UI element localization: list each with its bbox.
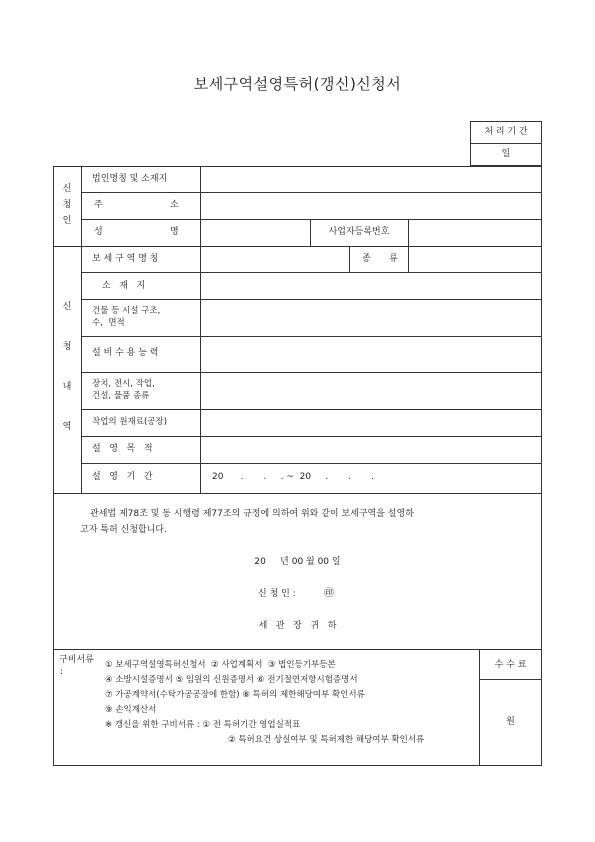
applicant-side-char-1: 신 — [62, 184, 72, 194]
name-label-1: 성 — [94, 227, 103, 237]
details-side-char-1: 신 — [62, 302, 72, 312]
area-name-label: 보 세 구 역 명 칭 — [92, 254, 159, 264]
details-side-char-3: 내 — [62, 382, 72, 392]
processing-period-label: 처 리 기 간 — [484, 127, 528, 137]
equipment-label-line2: 건설, 물품 종류 — [92, 391, 150, 401]
material-label: 작업의 원재료(공장) — [92, 417, 168, 427]
biz-no-label: 사업자등록번호 — [328, 227, 390, 237]
location-label: 소 재 지 — [102, 281, 146, 291]
fee-unit: 원 — [506, 717, 515, 727]
building-label-line1: 건물 등 시설 구조, — [92, 306, 161, 316]
address-label-1: 주 — [94, 200, 103, 210]
type-label-2: 류 — [389, 254, 398, 264]
details-side-char-4: 역 — [62, 422, 72, 432]
period-label: 설 영 기 간 — [92, 472, 153, 482]
capacity-label: 설 비 수 용 능 력 — [92, 348, 159, 358]
statement-line-1: 관세법 제78조 및 동 시행령 제77조의 규정에 의하여 위와 같이 보세구역을 설영하 — [90, 509, 414, 519]
purpose-label: 설 영 목 적 — [92, 444, 153, 454]
documents-colon: : — [60, 667, 64, 677]
processing-period-unit: 일 — [501, 149, 511, 159]
fee-label: 수 수 료 — [494, 660, 527, 670]
statement-line-2: 고자 특허 신청합니다. — [80, 525, 167, 535]
document-line-4: ⑨ 손익계산서 — [105, 705, 157, 715]
applicant-side-char-2: 청 — [62, 200, 72, 210]
details-side-char-2: 청 — [62, 342, 72, 352]
document-line-5: ※ 갱신을 위한 구비서류 : ① 전 특허기간 영업실적표 — [105, 720, 301, 730]
statement-date: 20 년 00 월 00 일 — [254, 557, 341, 567]
building-label-line2: 수, 면적 — [92, 318, 125, 328]
applicant-side-char-3: 인 — [62, 216, 72, 226]
document-line-6: ② 특허요건 상실여부 및 특허제한 해당여부 확인서류 — [228, 735, 425, 745]
document-line-3: ⑦ 가공계약서(수탁가공공장에 한함) ⑧ 특허의 제한해당여부 확인서류 — [105, 690, 365, 700]
period-value: 20 . . . ~ 20 . . . — [212, 472, 375, 482]
documents-label: 구비서류 — [59, 655, 94, 665]
type-label-1: 종 — [362, 254, 371, 264]
document-line-2: ④ 소방시설증명서 ⑤ 임원의 신원증명서 ⑥ 전기절연저항시험증명서 — [105, 675, 358, 685]
document-line-1: ① 보세구역설영특허신청서 ② 사업계획서 ③ 법인등기부등본 — [105, 660, 336, 670]
seal-mark: ㊞ — [324, 588, 334, 599]
recipient: 세 관 장 귀 하 — [258, 621, 337, 631]
signer-label: 신 청 인 : — [258, 589, 296, 599]
form-title: 보세구역설영특허(갱신)신청서 — [193, 75, 402, 93]
equipment-label-line1: 장치, 전시, 작업, — [92, 379, 155, 389]
corp-name-label: 법인명칭 및 소재지 — [92, 174, 168, 184]
address-label-2: 소 — [170, 200, 179, 210]
name-label-2: 명 — [170, 227, 179, 237]
